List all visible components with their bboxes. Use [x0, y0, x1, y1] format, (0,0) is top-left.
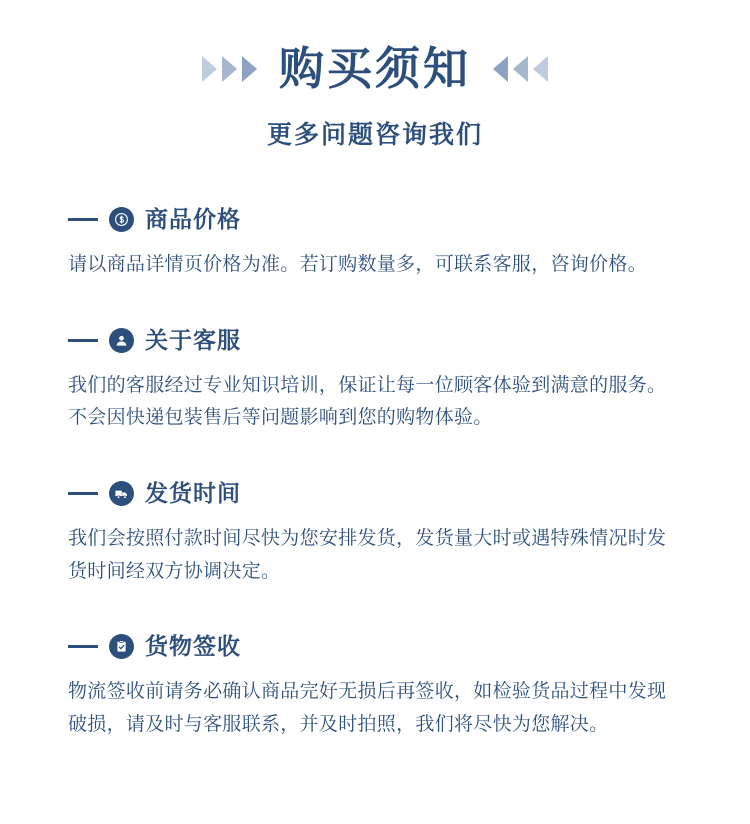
dash-divider-icon [68, 339, 98, 342]
section-header [68, 634, 682, 659]
dash-divider-icon [68, 492, 98, 495]
page-subtitle: 更多问题咨询我们 [266, 121, 483, 149]
section-header [68, 481, 682, 506]
section-customer-service [68, 328, 682, 435]
section-body: 我们会按照付款时间尽快为您安排发货，发货量大时或遇特殊情况时发货时间经双方协调决定。 [68, 528, 667, 582]
price-tag-icon [109, 207, 134, 232]
section-goods-receipt [68, 634, 682, 741]
section-body: 物流签收前请务必确认商品完好无损后再签收，如检验货品过程中发现破损，请及时与客服联系，并及时拍照，我们将尽快为您解决。 [68, 681, 667, 736]
section-title: 关于客服 [145, 326, 241, 353]
section-shipping-time [68, 481, 682, 588]
section-product-price [68, 207, 682, 282]
clipboard-check-icon [109, 634, 134, 659]
section-header [68, 328, 682, 353]
dash-divider-icon [68, 218, 98, 221]
section-title: 商品价格 [145, 206, 241, 232]
page-title: 购买须知 [278, 43, 471, 94]
section-body: 请以商品详情页价格为准。若订购数量多，可联系客服，咨询价格。 [68, 254, 648, 275]
page-header [0, 0, 750, 151]
sections-list [0, 207, 750, 742]
triple-triangle-left-icon [493, 56, 548, 82]
delivery-truck-icon [109, 481, 134, 506]
dash-divider-icon [68, 645, 98, 648]
section-title: 发货时间 [145, 480, 241, 507]
section-body: 我们的客服经过专业知识培训，保证让每一位顾客体验到满意的服务。不会因快递包装售后等问题影响到您的购物体验。 [68, 374, 667, 429]
customer-service-person-icon [109, 328, 134, 353]
title-row [0, 43, 750, 94]
section-title: 货物签收 [145, 633, 241, 660]
section-header [68, 207, 682, 232]
triple-triangle-right-icon [202, 56, 257, 82]
